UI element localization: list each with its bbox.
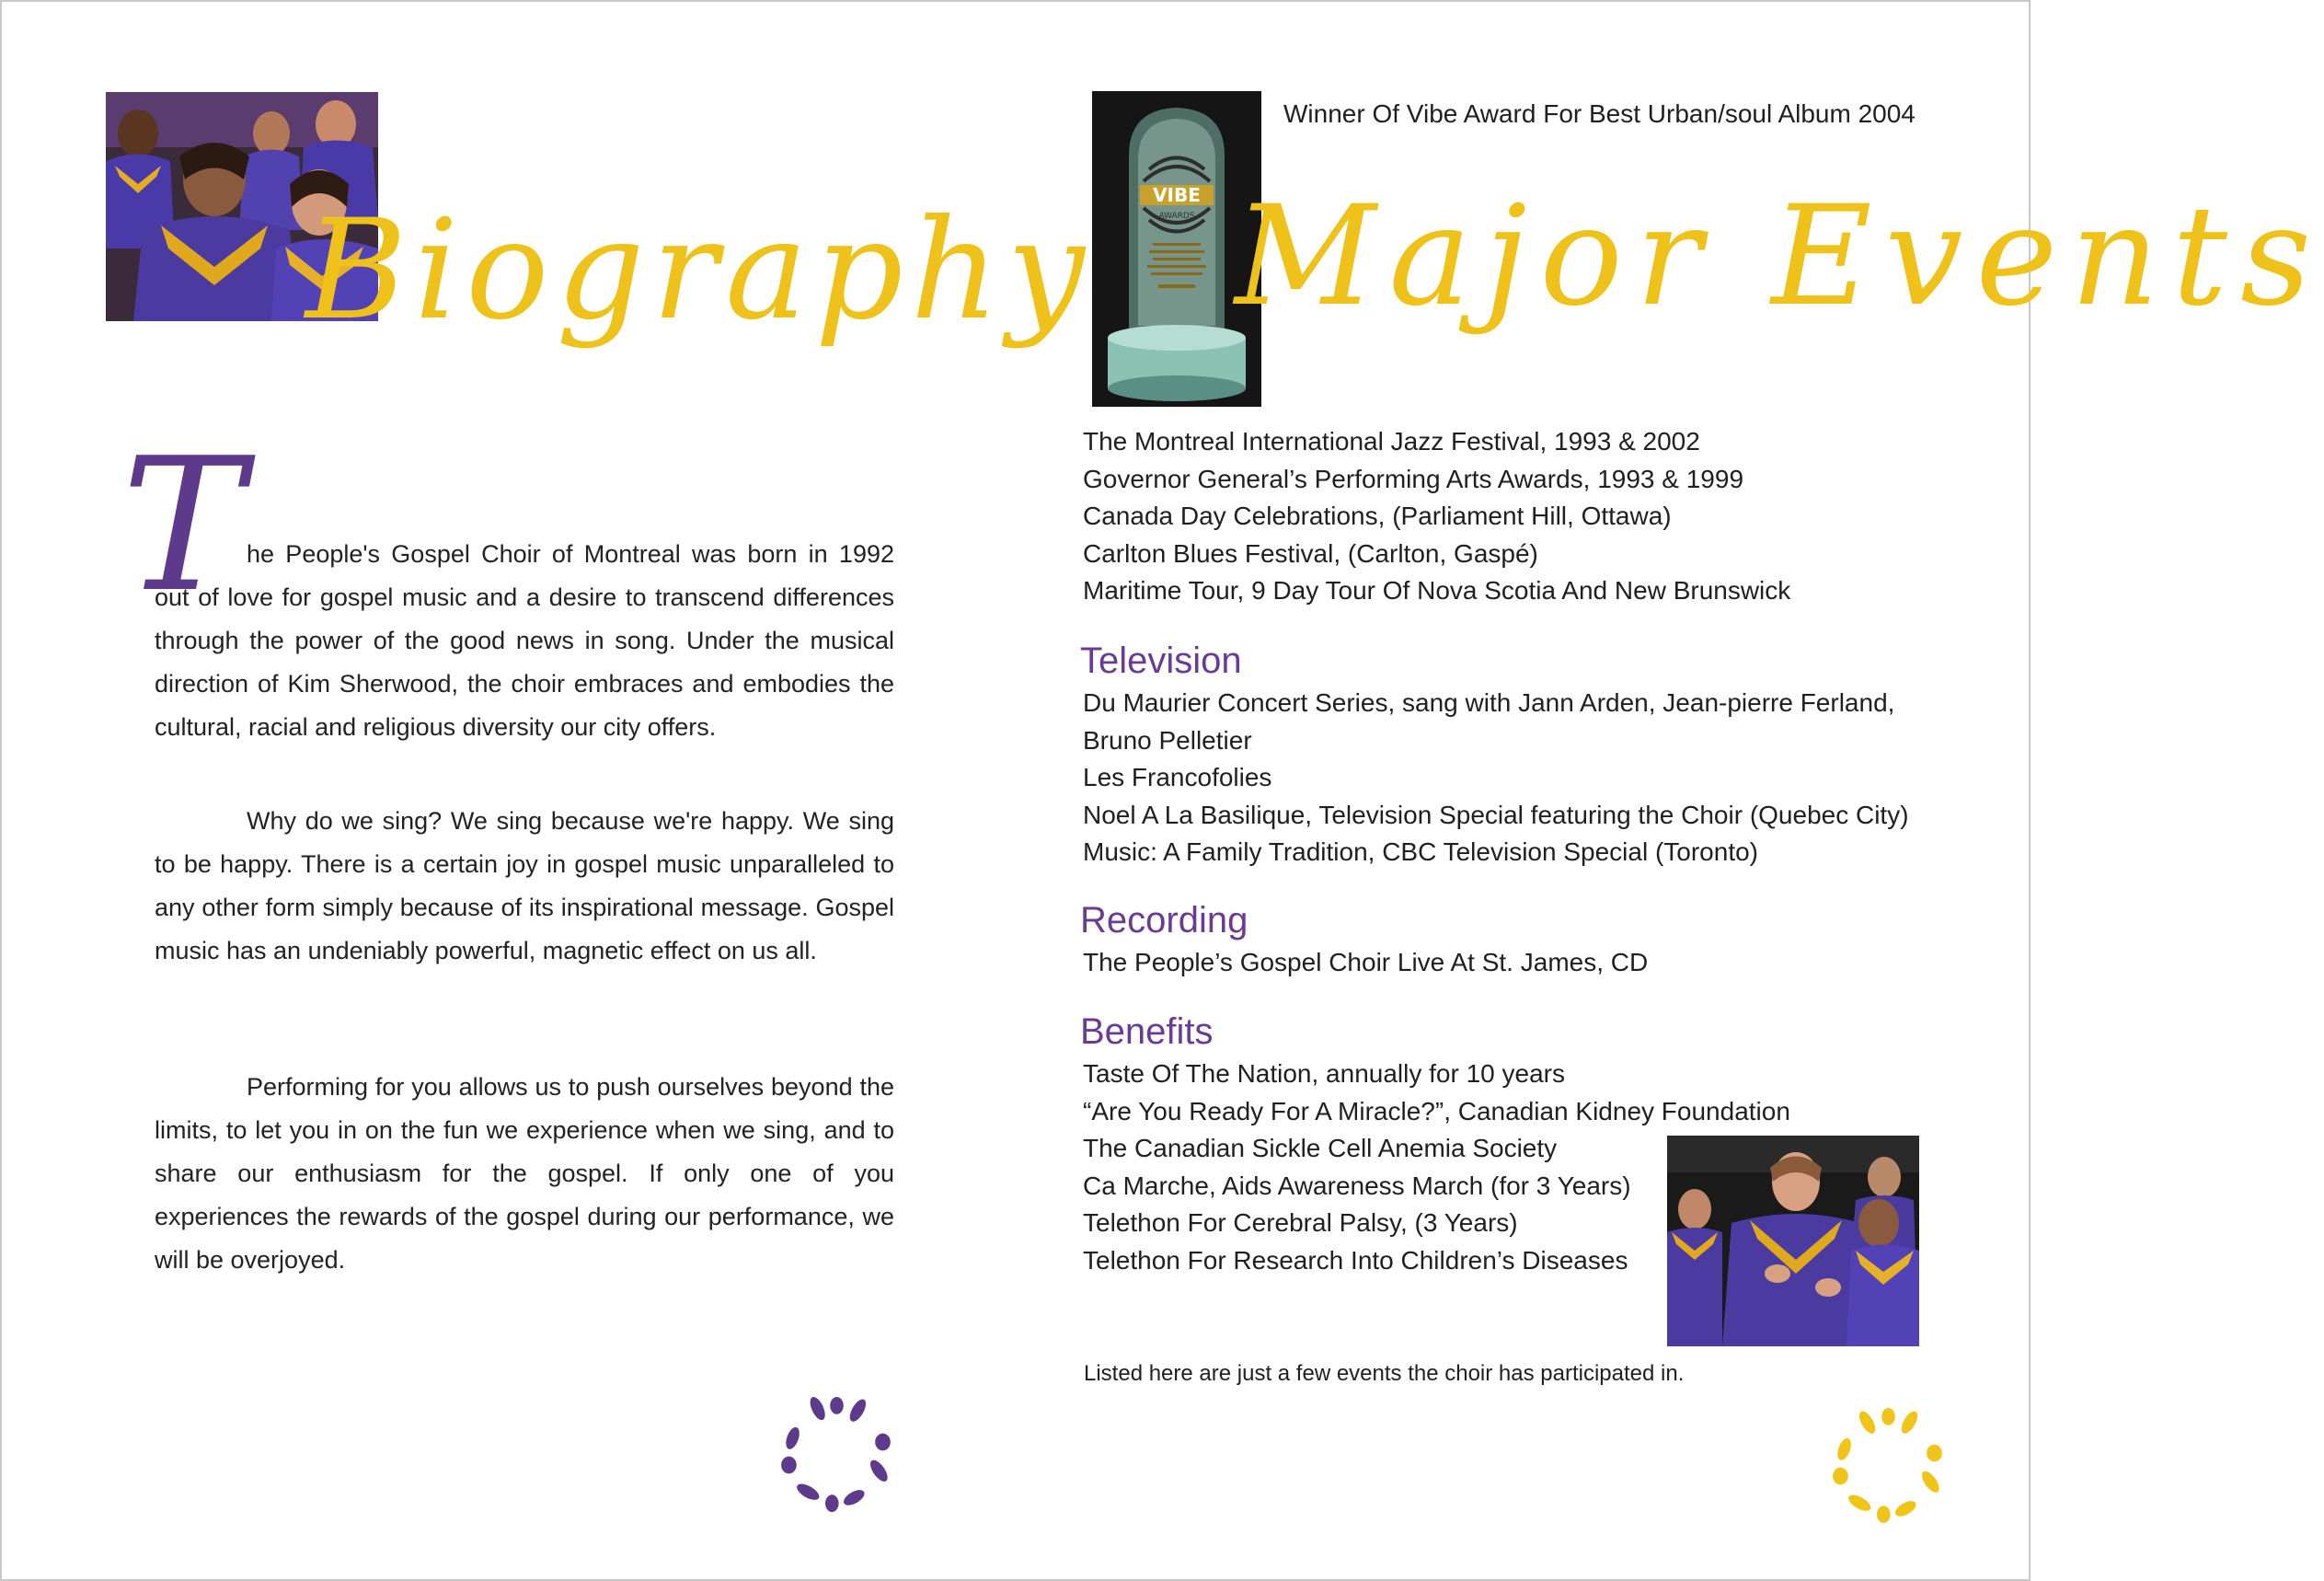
choir-photo-bottom-right — [1667, 1136, 1919, 1346]
bio-paragraph-1: he People's Gospel Choir of Montreal was born in 1992 out of love for gospel music and a desire to transcend differences through the power of the good news in song. Under the musical direction of Kim Sherwood, the choir embraces and embodies the cultural, racial and religious diversity our city offers. — [155, 540, 894, 741]
biography-title: Biography — [305, 190, 1093, 351]
television-item: Noel A La Basilique, Television Special featuring the Choir (Quebec City) — [1083, 800, 1909, 829]
bio-paragraph-3: Performing for you allows us to push ourselves beyond the limits, to let you in on the fun we experience when we sing, and to share our enthusiasm for the gospel. If only one of you experiences the rewards of the gospel during our performance, we will be overjoyed. — [155, 1073, 894, 1274]
benefit-item: Telethon For Cerebral Palsy, (3 Years) — [1083, 1208, 1518, 1237]
bio-paragraph-2: Why do we sing? We sing because we're happy. We sing to be happy. There is a certain joy in gospel music unparalleled to any other form simply because of its inspirational message. Gospel music has an undeniably powerful, magnetic effect on us all. — [155, 807, 894, 964]
svg-text:AWARDS: AWARDS — [1158, 212, 1195, 221]
svg-text:VIBE: VIBE — [1153, 184, 1201, 206]
benefits-heading: Benefits — [1080, 1011, 1214, 1052]
events-footnote: Listed here are just a few events the choir has participated in. — [1084, 1361, 1685, 1386]
television-heading: Television — [1080, 640, 1242, 681]
recording-heading: Recording — [1080, 900, 1248, 941]
major-events-list — [1083, 423, 1966, 610]
television-list — [1083, 685, 1966, 871]
television-item: Les Francofolies — [1083, 763, 1272, 791]
event-item: The Montreal International Jazz Festival, 1993 & 2002 — [1083, 427, 1700, 456]
benefit-item: Telethon For Research Into Children’s Diseases — [1083, 1245, 1628, 1275]
event-item: Carlton Blues Festival, (Carlton, Gaspé) — [1083, 538, 1538, 568]
event-item: Maritime Tour, 9 Day Tour Of Nova Scotia And New Brunswick — [1083, 576, 1791, 605]
benefit-item: “Are You Ready For A Miracle?”, Canadian Kidney Foundation — [1083, 1096, 1790, 1125]
event-item: Governor General’s Performing Arts Awards, 1993 & 1999 — [1083, 464, 1744, 493]
recording-list — [1083, 944, 1966, 982]
benefit-item: The Canadian Sickle Cell Anemia Society — [1083, 1134, 1558, 1162]
event-item: Canada Day Celebrations, (Parliament Hill, Ottawa) — [1083, 502, 1672, 530]
gold-ornament-icon — [1831, 1407, 1946, 1522]
benefit-item: Taste Of The Nation, annually for 10 years — [1083, 1059, 1565, 1088]
television-item: Bruno Pelletier — [1083, 725, 1252, 755]
recording-item: The People’s Gospel Choir Live At St. James, CD — [1083, 948, 1649, 976]
award-caption: Winner Of Vibe Award For Best Urban/soul Album 2004 — [1283, 99, 1916, 128]
benefit-item: Ca Marche, Aids Awareness March (for 3 Years) — [1083, 1171, 1631, 1200]
television-item: Music: A Family Tradition, CBC Television Special (Toronto) — [1083, 837, 1758, 866]
major-events-title: Major Events — [1235, 177, 2324, 337]
purple-ornament-icon — [779, 1396, 894, 1511]
drop-cap: T — [121, 419, 245, 633]
television-item: Du Maurier Concert Series, sang with Jann Arden, Jean-pierre Ferland, — [1083, 688, 1895, 717]
